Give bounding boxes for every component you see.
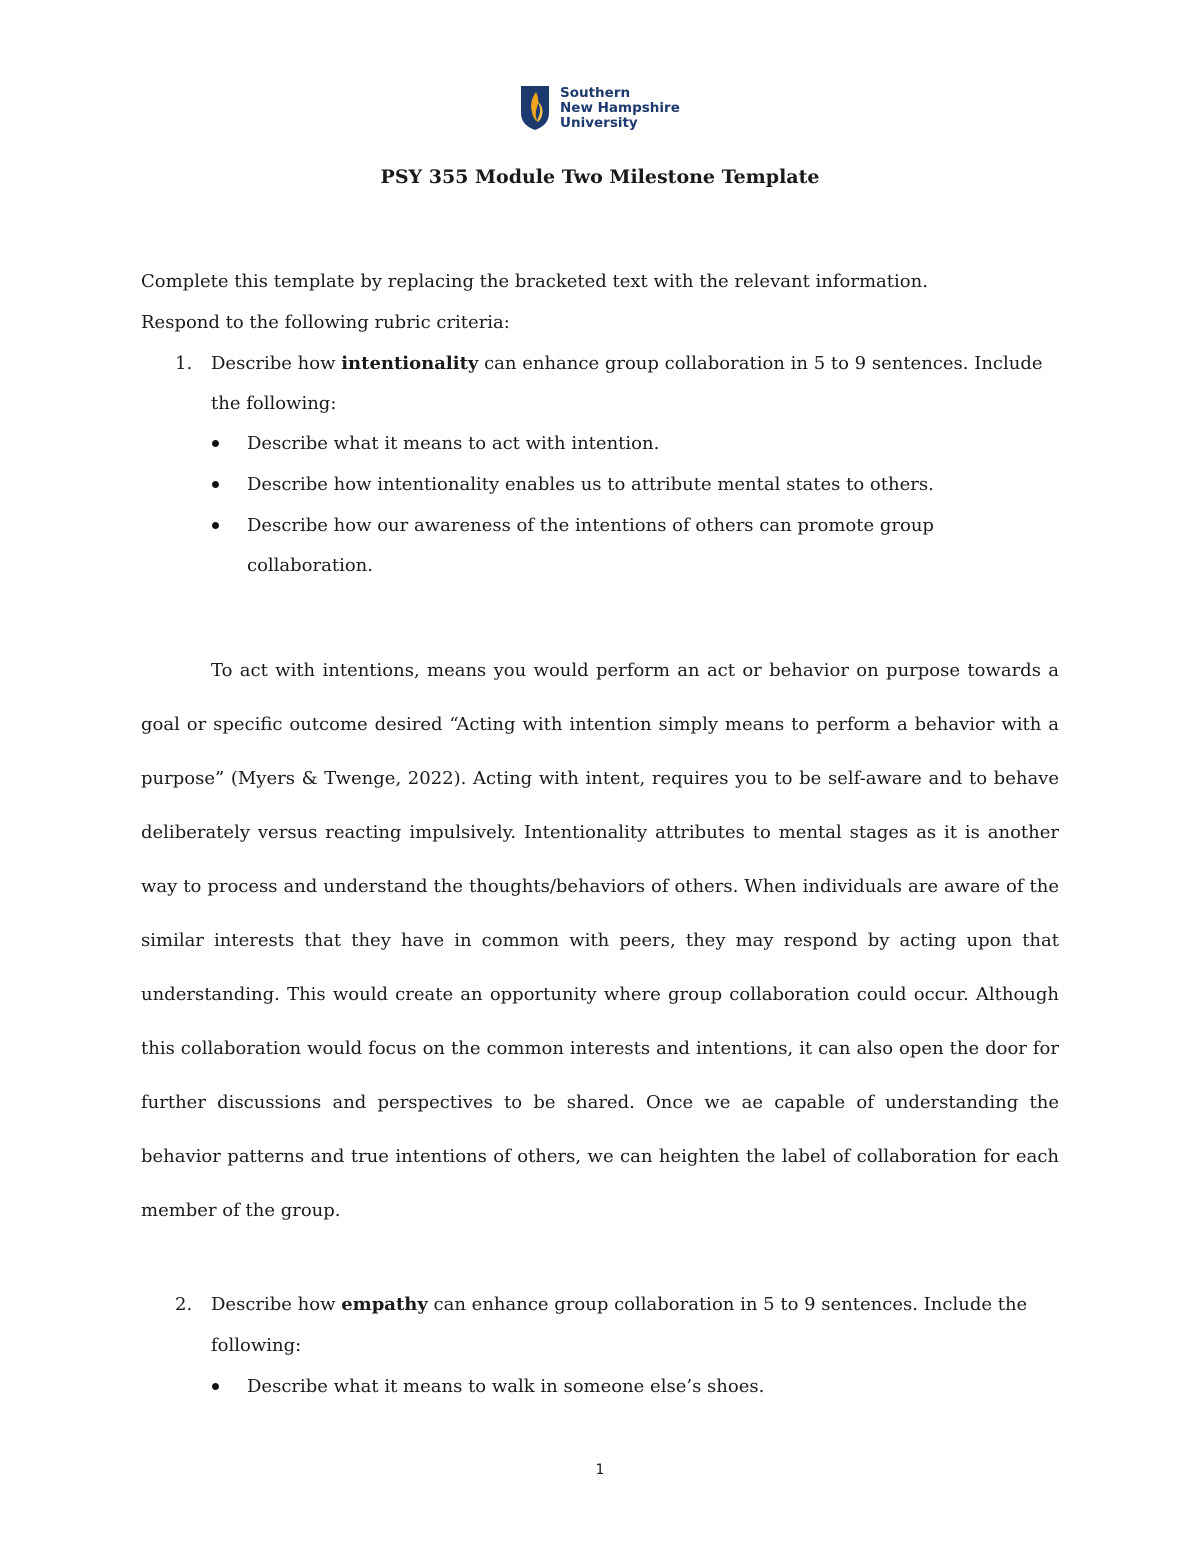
logo-line-3: University bbox=[560, 114, 638, 131]
instruction-line-2: Respond to the following rubric criteria: bbox=[141, 312, 510, 333]
response-paragraph-1 bbox=[141, 644, 1059, 1238]
criterion-2-suffix: can enhance group collaboration in 5 to 9 sentences. Include the bbox=[427, 1294, 1028, 1315]
bullet-dot bbox=[212, 481, 219, 488]
shield-flame-icon bbox=[520, 85, 550, 131]
university-logo bbox=[520, 84, 680, 132]
criterion-1-bullet-3: Describe how our awareness of the intentions of others can promote group bbox=[247, 515, 934, 536]
criterion-2-line bbox=[211, 1293, 1027, 1317]
logo-line-1: Southern bbox=[560, 84, 631, 101]
criterion-1-bullet-2: Describe how intentionality enables us to attribute mental states to others. bbox=[247, 474, 934, 495]
criterion-2-bullet-1: Describe what it means to walk in someone else’s shoes. bbox=[247, 1376, 765, 1397]
logo-wordmark bbox=[560, 86, 680, 131]
list-number-2: 2. bbox=[175, 1294, 193, 1315]
criterion-1-continuation: the following: bbox=[211, 393, 337, 414]
document-title: PSY 355 Module Two Milestone Template bbox=[380, 166, 820, 188]
criterion-1-line bbox=[211, 352, 1043, 376]
bullet-dot bbox=[212, 1383, 219, 1390]
criterion-1-suffix: can enhance group collaboration in 5 to 9 sentences. Include bbox=[478, 353, 1043, 374]
list-number-1: 1. bbox=[175, 353, 193, 374]
page-number: 1 bbox=[595, 1462, 605, 1478]
criterion-2-prefix: Describe how bbox=[211, 1294, 342, 1315]
bullet-dot bbox=[212, 522, 219, 529]
logo-line-2: New Hampshire bbox=[560, 99, 680, 116]
bullet-dot bbox=[212, 440, 219, 447]
criterion-1-prefix: Describe how bbox=[211, 353, 342, 374]
criterion-2-continuation: following: bbox=[211, 1335, 302, 1356]
criterion-1-bullet-1: Describe what it means to act with intention. bbox=[247, 433, 660, 454]
criterion-1-keyword: intentionality bbox=[341, 353, 479, 374]
instruction-line-1: Complete this template by replacing the bracketed text with the relevant information. bbox=[141, 271, 928, 292]
response-1-text: To act with intentions, means you would perform an act or behavior on purpose towards a goal or specific outcome desired “Acting with intention simply means to perform a behavior with a purpose” (Myers & Twenge, 2022). Acting with intent, requires you to be self-aware and to behave deliberately versus reacting impulsively. Intentionality attributes to mental stages as it is another way to process and understand the thoughts/behaviors of others. When individuals are aware of the similar interests that they have in common with peers, they may respond by acting upon that understanding. This would create an opportunity where group collaboration could occur. Although this collaboration would focus on the common interests and intentions, it can also open the door for further discussions and perspectives to be shared. Once we ae capable of understanding the behavior patterns and true intentions of others, we can heighten the label of collaboration for each member of the group. bbox=[141, 660, 1059, 1221]
criterion-1-bullet-3-continued: collaboration. bbox=[247, 555, 373, 576]
criterion-2-keyword: empathy bbox=[341, 1294, 428, 1315]
